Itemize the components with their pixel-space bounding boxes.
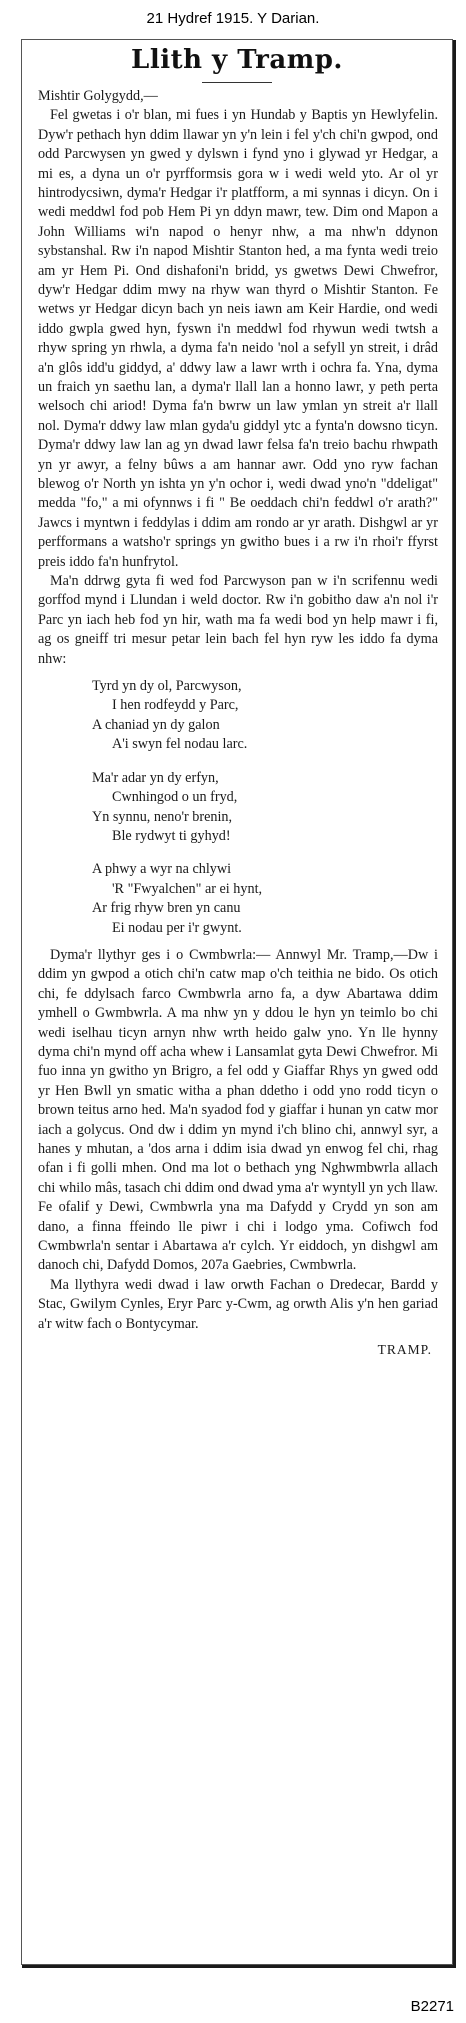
article-column [22,87,452,1360]
poem-stanza [38,860,438,938]
poem-line: A'i swyn fel nodau larc. [112,736,248,753]
archive-reference: B2271 [410,1998,454,2015]
article-paragraph: Ma llythyra wedi dwad i law orwth Fachan o Dredecar, Bardd y Stac, Gwilym Cynles, Eryr Parc y-Cwm, ag orwth Alis y'n hen gariad a'r witw fach o Bontycymar. [38,1276,438,1332]
poem-line: Yn synnu, neno'r brenin, [92,808,233,825]
article-headline: Llith y Tramp. [131,45,343,75]
poem-stanza [38,677,438,755]
poem-line: 'R "Fwyalchen" ar ei hynt, [112,880,263,897]
article-paragraph: Fel gwetas i o'r blan, mi fues i yn Hundab y Baptis yn Hewlyfelin. Dyw'r pethach hyn ddim llawar yn y'n lein i fel y'ch chi'n gwpod, ond odd Parcwysen yn gwed y dylswn i fynd yno i glywad yr Hedgar, a mi es, a dyna un o'r pyrfformsis gora w i wedi weld yto. Ar ol yr hintrodycsiwn, dyma'r Hedgar i'r platfform, a mi synnas i dicyn. On i wedi meddwl fod pob Hem Pi yn ddyn mawr, tew. Dim ond Mapon a John Williams wi'n napod o henyr nhw, a ma nhw'n ddynon sybstanshal. Rw i'n napod Mishtir Stanton hed, a ma fynta wedi treio am yr Hem Pi. Ond dishafoni'n bridd, ys gwetws Dewi Chwefror, dyw'r Hedgar ddim mwy na rhyw wan thyrd o Mishtir Stanton. Fe wetws yr Hedgar dicyn bach yn neis iawn am Keir Hardie, ond wedi iddo gwpla gwed hyn, fyswn i'n meddwl fod rhywun wedi twtsh a rhyw spring yn rhwla, a dyma fa'n neido 'nol a sefyll yn streit, i drâd a'n glôs idd'u giddyd, a' ddwy law a lawr wrth i ochra fa. Yna, dyma un fraich yn saethu lan, a dyma'r llall lan a honno lawr, y peth perta welsoch chi ariod! Dyma fa'n bwrw un law ymlan yn streit a'r llall nol. Dyma'r ddwy law mlan gyda'u giddyl ytc a fynta'n dowsno ticyn. Dyma'r ddwy law lan ag yn dwad lawr felsa fa'n treio bachu rhwpath yn yr awyr, a felny bûws a am hannar awr. Odd yno ryw fachan blewog o'r North yn ishta yn y'n ochor i, wedi dwad yno'n "ddeligat" medda "fo," a mi ofynnws i fi " Be oeddach chi'n feddwl o'r arath?" Jawcs i myntwn i feddylas i ddim am rondo ar yr arath. Dishgwl ar yr perfformans a watsho'r springs yn gwitho bues i a rw i'n rhoi'r ffyrst preis iddo fa'n hunfrytol. [38,107,438,570]
poem-line: A chaniad yn dy galon [92,716,220,733]
poem-line: Ma'r adar yn dy erfyn, [92,769,219,786]
poem-stanza [38,769,438,847]
poem-line: Ei nodau per i'r gwynt. [112,919,242,936]
author-signature: TRAMP. [377,1342,432,1358]
poem-line: I hen rodfeydd y Parc, [112,697,239,714]
poem [38,677,438,938]
salutation: Mishtir Golygydd,— [38,87,158,104]
poem-line: Cwnhingod o un fryd, [112,789,238,806]
poem-line: Ble rydwyt ti gyhyd! [112,827,231,844]
headline-rule [202,82,272,83]
clipping-caption: 21 Hydref 1915. Y Darian. [146,10,320,27]
newspaper-clipping [22,40,452,1964]
poem-line: A phwy a wyr na chlywi [92,861,232,878]
article-paragraph: Ma'n ddrwg gyta fi wed fod Parcwyson pan w i'n scrifennu wedi gorffod mynd i Llundan i weld doctor. Rw i'n gobitho daw a'n nol i'r Parc yn iach heb fod yn hir, wath ma fa wedi bod yn help mawr i fi, ag os gneiff tri mesur petar lein bach fel hyn ryw les iddo fa dyma nhw: [38,573,438,667]
poem-line: Ar frig rhyw bren yn canu [92,900,241,917]
poem-line: Tyrd yn dy ol, Parcwyson, [92,678,242,695]
article-paragraph: Dyma'r llythyr ges i o Cwmbwrla:— Annwyl Mr. Tramp,—Dw i ddim yn gwpod a otich chi'n catw map o'ch teithia ne bido. Os otich chi, fe ddylsach farco Cwmbwrla arno fa, a dyw Abartawa ddim ymhell o Gwmbwrla. A ma nhw yn y ddou le hyn yn teimlo bo chi wedi iselhau ticyn arnyn nhw wrth heido galw yno. Yn lle hynny dyma chi'n mynd off acha whew i Lansamlat gyta Dewi Chwefror. Mi fuo inna yn gwitho yn Brigro, a fel odd y Giaffar Rhys yn gwed odd yr Hen Bwll yn smatic witha a phan ddetho i odd yno rodd ticyn o brown teitus arno hed. Ma'n syadod fod y giaffar i hunan yn catw mor iach a golycus. Ond dw i ddim yn mynd i'ch blino chi, annwyl syr, a hanes y mhutan, a 'dos arna i ddim isia dwad yn enwog fel chi, rhag ofan i fi golli mhen. Ond ma lot o bethach yng Nghwmbwrla allach chi whilo mâs, tasach chi ddim ond dwad yma a'r wyntyll yn ych llaw. Fe ofalif y Dewi, Cwmbwrla yna ma Dafydd y Crydd yn son am dano, a finna ffeindo lle piwr i chi i lodgo yma. Cofiwch fod Cwmbwrla'n sentar i Abartawa a'r cylch. Yr eiddoch, yn dishgwl am danoch chi, Dafydd Domos, 207a Gaebries, Cwmbwrla. [38,946,438,1274]
